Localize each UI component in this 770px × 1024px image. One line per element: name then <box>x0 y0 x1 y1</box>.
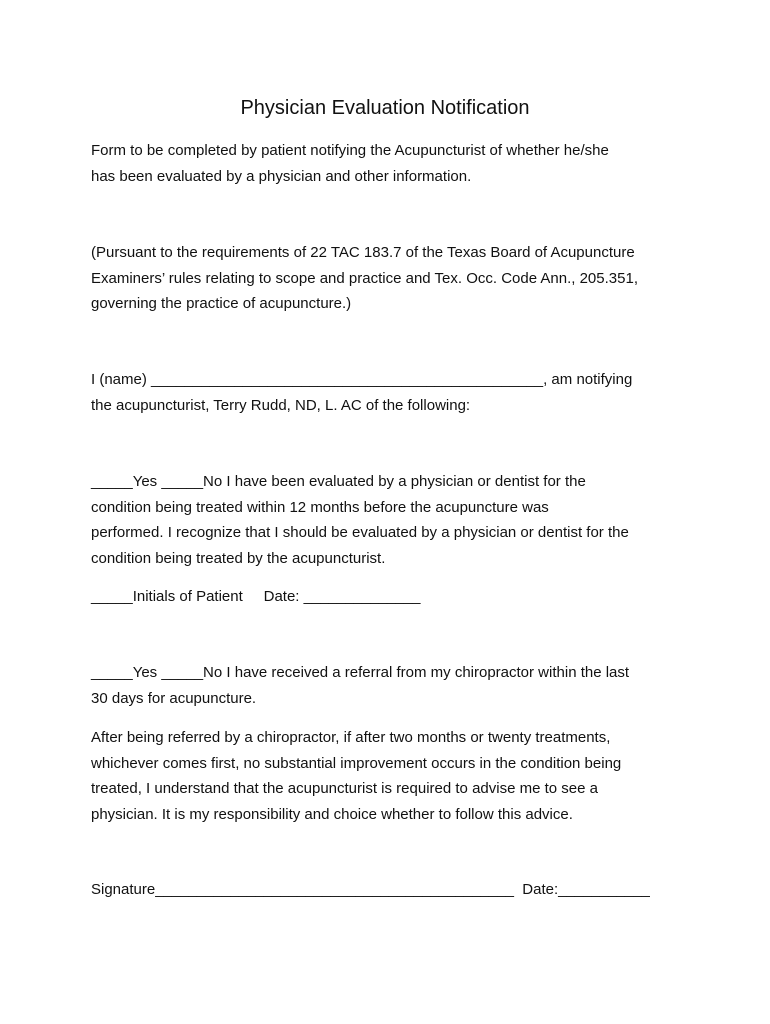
referral-notice: After being referred by a chiropractor, if after two months or twenty treatments, whichever comes first, no substantial improvement occurs in the condition being treated, I understand that the acupuncturist is required to advise me to see a physician. It is my responsibility and choice whether to follow this advice. <box>91 729 622 823</box>
document-title: Physician Evaluation Notification <box>240 97 530 119</box>
evaluation-statement: _____Yes _____No I have been evaluated by a physician or dentist for the condition being treated within 12 months before the acupuncture was performed. I recognize that I should be evaluated by a physician or dentist for the condition being treated by the acupuncturist. <box>91 473 629 567</box>
name-statement: I (name) _______________________________________________, am notifying the acupuncturist, Terry Rudd, ND, L. AC of the following: <box>91 371 633 414</box>
signature-date-line: Signature___________________________________________ Date:___________ <box>91 881 650 898</box>
intro-paragraph: Form to be completed by patient notifying the Acupuncturist of whether he/she has been evaluated by a physician and other information. <box>91 142 609 185</box>
referral-statement: _____Yes _____No I have received a referral from my chiropractor within the last 30 days for acupuncture. <box>91 664 630 707</box>
initials-date-line: _____Initials of Patient Date: ______________ <box>91 588 421 605</box>
pursuant-paragraph: (Pursuant to the requirements of 22 TAC 183.7 of the Texas Board of Acupuncture Examiners’ rules relating to scope and practice and Tex. Occ. Code Ann., 205.351, governing the practice of acupuncture.) <box>91 244 638 312</box>
